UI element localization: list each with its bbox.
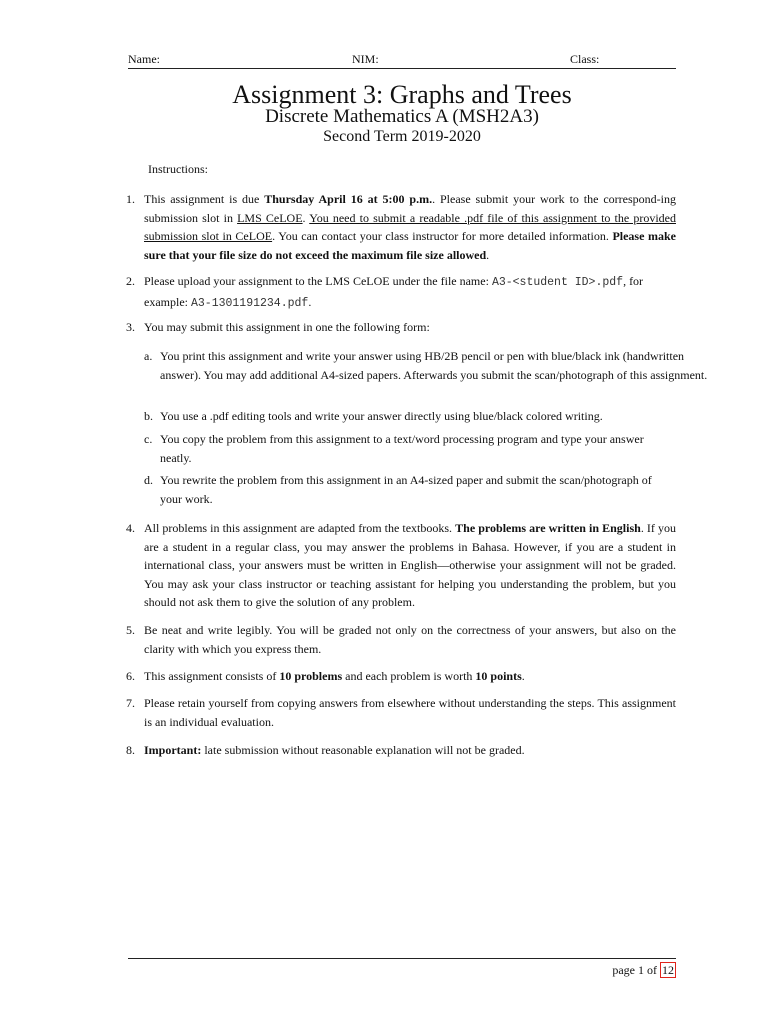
instruction-item-3	[126, 318, 676, 337]
footer-rule	[128, 958, 676, 959]
sub-item-d	[144, 471, 676, 508]
class-label: Class:	[570, 52, 600, 66]
filename-example: A3-1301191234.pdf	[190, 296, 309, 310]
important-label: Important:	[144, 743, 202, 757]
instruction-item-6	[126, 667, 676, 686]
sub-item-letter: b.	[144, 409, 153, 423]
instruction-item-5	[126, 621, 676, 658]
item-text: This assignment consists of	[144, 669, 280, 683]
instruction-item-4	[126, 519, 676, 612]
sub-item-text: You rewrite the problem from this assignment in an A4-sized paper and submit the scan/photograph of your work.	[160, 473, 652, 506]
item-text: . You can contact your class instructor for more detailed information.	[272, 229, 613, 243]
page-counter-prefix: page 1 of	[612, 963, 660, 977]
item-text: .	[521, 669, 525, 683]
problem-count: 10 problems	[279, 669, 343, 683]
item-text: late submission without reasonable explanation will not be graded.	[201, 743, 525, 757]
instruction-item-2	[126, 272, 676, 313]
filename-pattern: A3-<student ID>.pdf	[491, 276, 624, 289]
item-number: 2.	[126, 274, 135, 288]
file-size-warning: Please make sure that your file size do not exceed the maximum file size allowed	[144, 229, 677, 262]
sub-item-letter: c.	[144, 432, 153, 446]
total-pages-link[interactable]: 12	[662, 963, 674, 977]
item-text: and each problem is worth	[342, 669, 476, 683]
item-text: .	[302, 210, 310, 225]
item-text: Please upload your assignment to the LMS CeLOE under the file name:	[144, 274, 492, 288]
item-text: .	[486, 247, 490, 262]
sub-item-a	[144, 347, 712, 384]
item-text: Please retain yourself from copying answers from elsewhere without understanding the steps. This assignment is an individual evaluation.	[144, 696, 676, 729]
item-text: , for example:	[144, 274, 644, 309]
language-note: The problems are written in English	[455, 521, 641, 535]
header-rule	[128, 68, 676, 69]
item-text: You may submit this assignment in one the following form:	[144, 320, 430, 334]
points-per-problem: 10 points	[475, 669, 522, 683]
item-text: All problems in this assignment are adapted from the textbooks.	[144, 521, 456, 535]
sub-item-letter: a.	[144, 349, 153, 363]
item-text: . If you are a student in a regular class, you may answer the problems in Bahasa. However, if you are a student in international class, your answers must be written in English—otherwise your assignment will not be graded. You may ask your class instructor or teaching assistant for helping you understanding the problem, but you should not ask them to give the solution of any problem.	[144, 521, 676, 609]
submission-requirement: You need to submit a readable .pdf file of this assignment to the provided submission slot in CeLOE	[144, 210, 676, 243]
sub-item-b	[144, 407, 676, 426]
assignment-title: Assignment 3: Graphs and Trees	[232, 80, 572, 109]
term-title: Second Term 2019-2020	[323, 128, 481, 145]
name-label: Name:	[128, 52, 160, 66]
instruction-item-8	[126, 741, 676, 760]
instruction-item-1	[126, 190, 677, 264]
item-text: . Please submit your work to the correspond-ing submission slot in	[144, 192, 676, 225]
item-number: 3.	[126, 320, 135, 334]
sub-item-c	[144, 430, 676, 467]
course-title: Discrete Mathematics A (MSH2A3)	[265, 106, 539, 127]
sub-item-text: You use a .pdf editing tools and write your answer directly using blue/black colored writing.	[160, 409, 603, 423]
item-text: This assignment is due	[144, 192, 265, 206]
item-number: 8.	[126, 743, 135, 757]
item-text: .	[308, 294, 312, 309]
item-number: 5.	[126, 623, 135, 637]
sub-item-text: You copy the problem from this assignment to a text/word processing program and type your answer neatly.	[160, 432, 644, 465]
item-number: 6.	[126, 669, 135, 683]
item-text: Be neat and write legibly. You will be graded not only on the correctness of your answers, but also on the clarity with which you express them.	[144, 623, 676, 656]
nim-label: NIM:	[352, 52, 379, 66]
item-number: 4.	[126, 521, 135, 535]
sub-item-letter: d.	[144, 473, 153, 487]
instruction-item-7	[126, 694, 676, 731]
item-number: 1.	[126, 192, 135, 206]
lms-link[interactable]: LMS CeLOE	[237, 210, 303, 225]
page-counter	[612, 962, 676, 978]
sub-item-text: You print this assignment and write your answer using HB/2B pencil or pen with blue/black ink (handwritten answer). You may add additional A4-sized papers. Afterwards you submit the scan/photograph of this assignment.	[160, 349, 708, 382]
instructions-label: Instructions:	[148, 162, 208, 176]
item-number: 7.	[126, 696, 135, 710]
due-date: Thursday April 16 at 5:00 p.m.	[264, 192, 433, 206]
